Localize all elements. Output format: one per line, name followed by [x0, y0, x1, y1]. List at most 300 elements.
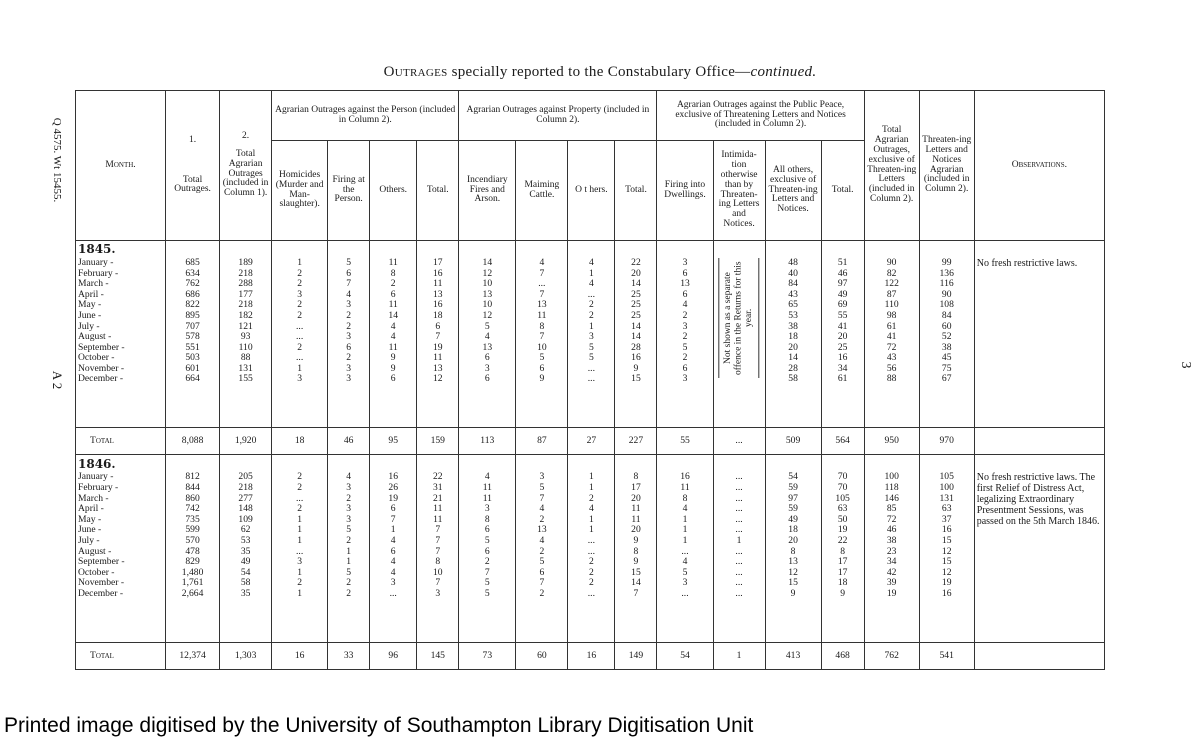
cell-value: 5	[539, 483, 545, 494]
cell-value: ...	[587, 588, 595, 599]
cell-value: 2	[539, 588, 545, 599]
cell-value: 20	[631, 493, 641, 504]
cell-value: 15	[788, 578, 798, 589]
cell-value: 4	[682, 557, 688, 568]
cell-value: 11	[482, 483, 492, 494]
total-value: 145	[417, 643, 459, 670]
cell-value: 110	[238, 342, 253, 353]
cell-value: 131	[939, 493, 954, 504]
column-total-property	[615, 258, 657, 428]
cell-value: 85	[886, 504, 897, 515]
column-total	[166, 258, 220, 428]
total-value: 227	[615, 428, 657, 455]
cell-value: 6	[484, 546, 490, 557]
year-heading-row	[76, 241, 1105, 258]
cell-value: 15	[631, 567, 641, 578]
total-value: 18	[272, 428, 328, 455]
cell-value: 2	[297, 472, 303, 483]
cell-value: 148	[238, 504, 253, 515]
cell-value: 11	[388, 257, 398, 268]
cell-value: 16	[941, 525, 952, 536]
cell-value: ...	[587, 363, 595, 374]
total-value: 950	[864, 428, 919, 455]
cell-value: 25	[837, 342, 848, 353]
cell-value: 11	[631, 504, 641, 515]
cell-value: 4	[539, 257, 545, 268]
cell-value: 9	[633, 557, 639, 568]
cell-value: 10	[537, 342, 547, 353]
cell-value: 14	[631, 279, 641, 290]
cell-value: 8	[790, 546, 796, 557]
cell-value: 4	[390, 332, 396, 343]
cell-value: 49	[788, 514, 798, 525]
month-name: April -	[78, 504, 104, 515]
column-others-property	[568, 258, 615, 428]
cell-value: 5	[484, 535, 490, 546]
cell-value: 9	[790, 588, 796, 599]
cell-value: 3	[435, 588, 441, 599]
cell-value: 177	[238, 289, 253, 300]
year-heading-row	[76, 455, 1105, 472]
month-name: December -	[78, 588, 124, 599]
cell-value: 8	[840, 546, 846, 557]
cell-value: 3	[539, 472, 545, 483]
cell-value: 12	[941, 546, 952, 557]
cell-value: 7	[435, 546, 441, 557]
cell-value: 707	[185, 321, 200, 332]
cell-value: 13	[482, 289, 493, 300]
total-value: 509	[765, 428, 821, 455]
cell-value: 1	[390, 525, 396, 536]
cell-value: 478	[185, 546, 200, 557]
cell-value: 4	[484, 472, 490, 483]
cell-value: 108	[939, 300, 954, 311]
cell-value: 812	[185, 472, 200, 483]
cell-value: 3	[390, 578, 396, 589]
cell-value: 14	[631, 332, 641, 343]
cell-value: 7	[435, 525, 441, 536]
cell-value: 98	[886, 310, 897, 321]
cell-value: ...	[735, 557, 743, 568]
cell-value: ...	[735, 567, 743, 578]
cell-value: 41	[837, 321, 848, 332]
cell-value: 54	[788, 472, 798, 483]
cell-value: 37	[941, 514, 952, 525]
cell-value: 53	[788, 310, 798, 321]
cell-value: 2	[297, 279, 303, 290]
year-label: 1845.	[76, 241, 166, 258]
column-threatening	[919, 472, 974, 642]
cell-value: 1	[297, 567, 303, 578]
cell-value: 19	[941, 578, 952, 589]
cell-value: 6	[484, 525, 490, 536]
total-value: 1,303	[220, 643, 272, 670]
cell-value: 28	[631, 342, 641, 353]
header-total-agrarian-excl: Total Agrarian Outrages, exclusive of Threaten-ing Letters (included in Column 2).	[864, 91, 919, 241]
column-total-agrarian-excl	[864, 472, 919, 642]
cell-value: 10	[432, 567, 443, 578]
month-list	[76, 472, 166, 642]
cell-value: ...	[587, 374, 595, 385]
margin-reference: Q 4575. Wt 15455.	[51, 117, 63, 203]
cell-value: 10	[482, 300, 493, 311]
total-label: Total	[76, 428, 166, 455]
cell-value: 4	[390, 557, 396, 568]
cell-value: 1	[297, 525, 303, 536]
cell-value: 5	[484, 321, 490, 332]
cell-value: 3	[346, 374, 352, 385]
cell-value: 9	[633, 535, 639, 546]
cell-value: 860	[185, 493, 200, 504]
column-intimidation	[713, 258, 765, 428]
cell-value: 11	[482, 493, 492, 504]
cell-value: 2	[588, 578, 594, 589]
year-label: 1846.	[76, 455, 166, 472]
cell-value: 21	[432, 493, 443, 504]
cell-value: 35	[240, 588, 251, 599]
cell-value: 28	[788, 363, 798, 374]
cell-value: 4	[682, 504, 688, 515]
cell-value: ...	[735, 472, 743, 483]
header-peace-group: Agrarian Outrages against the Public Peace, exclusive of Threatening Letters and Notices (included in Column 2).	[657, 91, 864, 141]
total-value: 16	[272, 643, 328, 670]
cell-value: 895	[185, 310, 200, 321]
cell-value: 182	[238, 310, 253, 321]
cell-value: 2	[588, 493, 594, 504]
column-firing-dwellings	[657, 258, 713, 428]
column-homicides	[272, 258, 328, 428]
cell-value: 3	[346, 363, 352, 374]
cell-value: 52	[941, 332, 952, 343]
total-value: 73	[459, 643, 516, 670]
month-name: December -	[78, 374, 124, 385]
cell-value: 22	[432, 472, 443, 483]
cell-value: 69	[837, 300, 848, 311]
cell-value: 13	[788, 557, 798, 568]
cell-value: 4	[346, 289, 352, 300]
cell-value: ...	[735, 504, 743, 515]
cell-value: 7	[435, 332, 441, 343]
cell-value: 3	[346, 300, 352, 311]
cell-value: 38	[788, 321, 798, 332]
total-value: 468	[821, 643, 864, 670]
cell-value: 12	[788, 567, 798, 578]
column-threatening	[919, 258, 974, 428]
cell-value: 11	[631, 514, 641, 525]
cell-value: 2	[484, 557, 490, 568]
cell-value: 18	[788, 332, 798, 343]
cell-value: ...	[735, 525, 743, 536]
cell-value: 9	[633, 363, 639, 374]
total-value: 8,088	[166, 428, 220, 455]
cell-value: ...	[735, 546, 743, 557]
cell-value: 822	[185, 300, 200, 311]
column-firing-dwellings	[657, 472, 713, 642]
cell-value: 6	[390, 374, 396, 385]
cell-value: 6	[682, 289, 688, 300]
cell-value: 19	[432, 342, 443, 353]
observations-text: No fresh restrictive laws. The first Relief of Distress Act, legalizing Extraordinary Presentment Sessions, was passed on the 5th March 1846.	[974, 472, 1104, 642]
total-value: 541	[919, 643, 974, 670]
month-name: August -	[78, 546, 112, 557]
cell-value: ...	[735, 578, 743, 589]
month-name: January -	[78, 257, 114, 268]
total-label: Total	[76, 643, 166, 670]
cell-value: 2	[682, 353, 688, 364]
cell-value: 11	[388, 342, 398, 353]
observations-text: No fresh restrictive laws.	[974, 258, 1104, 428]
cell-value: ...	[681, 588, 689, 599]
cell-value: 84	[788, 279, 798, 290]
cell-value: 6	[682, 363, 688, 374]
cell-value: ...	[587, 546, 595, 557]
column-maiming	[516, 258, 568, 428]
cell-value: 15	[941, 557, 952, 568]
cell-value: 6	[539, 363, 545, 374]
cell-value: 2	[346, 578, 352, 589]
cell-value: 1	[297, 514, 303, 525]
page-title	[0, 64, 1200, 81]
cell-value: 93	[240, 332, 251, 343]
cell-value: 16	[941, 588, 952, 599]
cell-value: 5	[346, 567, 352, 578]
cell-value: 41	[886, 332, 897, 343]
cell-value: 4	[588, 279, 594, 290]
month-name: September -	[78, 342, 125, 353]
cell-value: 20	[631, 268, 641, 279]
cell-value: 100	[939, 483, 954, 494]
cell-value: 685	[185, 257, 200, 268]
cell-value: 7	[539, 268, 545, 279]
cell-value: 2	[682, 332, 688, 343]
cell-value: 20	[837, 332, 848, 343]
column-others-person	[370, 472, 417, 642]
header-col1-label: Total Outrages.	[174, 174, 211, 195]
cell-value: 11	[680, 483, 690, 494]
cell-value: 13	[432, 363, 443, 374]
total-value: 46	[328, 428, 370, 455]
cell-value: 2	[588, 310, 594, 321]
month-name: November -	[78, 363, 125, 374]
cell-value: 3	[297, 374, 303, 385]
title-rest: specially reported to the Constabulary Office—	[451, 64, 751, 80]
cell-value: 4	[390, 321, 396, 332]
cell-value: 45	[941, 353, 952, 364]
cell-value: 7	[633, 588, 639, 599]
cell-value: 14	[482, 257, 493, 268]
total-value: 413	[765, 643, 821, 670]
month-list	[76, 258, 166, 428]
cell-value: 1	[682, 525, 688, 536]
total-value: 159	[417, 428, 459, 455]
cell-value: 4	[588, 504, 594, 515]
cell-value: 22	[837, 535, 848, 546]
total-value: 149	[615, 643, 657, 670]
cell-value: 8	[435, 557, 441, 568]
cell-value: 110	[884, 300, 899, 311]
cell-value: 38	[941, 342, 952, 353]
column-intimidation	[713, 472, 765, 642]
margin-signature: A 2	[50, 370, 65, 390]
cell-value: 9	[539, 374, 545, 385]
cell-value: 9	[390, 363, 396, 374]
cell-value: 6	[346, 342, 352, 353]
cell-value: 2	[588, 557, 594, 568]
column-firing-person	[328, 258, 370, 428]
cell-value: 11	[537, 310, 547, 321]
cell-value: 7	[539, 332, 545, 343]
total-value: ...	[713, 428, 765, 455]
cell-value: 63	[837, 504, 848, 515]
column-maiming	[516, 472, 568, 642]
header-others-property: O t hers.	[568, 141, 615, 241]
cell-value: 664	[185, 374, 200, 385]
cell-value: 18	[837, 578, 848, 589]
cell-value: 13	[680, 279, 690, 290]
header-incendiary: Incendiary Fires and Arson.	[459, 141, 516, 241]
cell-value: 3	[682, 374, 688, 385]
cell-value: 59	[788, 504, 798, 515]
cell-value: 12	[432, 374, 443, 385]
cell-value: 2	[588, 300, 594, 311]
month-name: July -	[78, 321, 100, 332]
cell-value: 9	[390, 353, 396, 364]
column-total-property	[615, 472, 657, 642]
cell-value: 3	[346, 504, 352, 515]
cell-value: 54	[240, 567, 251, 578]
cell-value: 2,664	[181, 588, 204, 599]
total-value: 1	[713, 643, 765, 670]
cell-value: 189	[238, 257, 253, 268]
header-col2	[220, 91, 272, 241]
cell-value: 16	[680, 472, 690, 483]
cell-value: 3	[346, 514, 352, 525]
cell-value: 13	[537, 525, 547, 536]
month-name: January -	[78, 472, 114, 483]
cell-value: 2	[682, 310, 688, 321]
cell-value: 99	[941, 257, 952, 268]
cell-value: 3	[588, 332, 594, 343]
cell-value: 35	[240, 546, 251, 557]
cell-value: 97	[788, 493, 798, 504]
cell-value: ...	[296, 493, 304, 504]
header-firing-dwellings: Firing into Dwellings.	[657, 141, 713, 241]
header-col2-label: Total Agrarian Outrages (included in Column 1).	[222, 148, 269, 199]
cell-value: 58	[788, 374, 798, 385]
cell-value: 48	[788, 257, 798, 268]
cell-value: 218	[238, 268, 253, 279]
month-name: November -	[78, 578, 125, 589]
cell-value: 4	[484, 332, 490, 343]
cell-value: 6	[484, 374, 490, 385]
cell-value: 59	[788, 483, 798, 494]
header-firing-person: Firing at the Person.	[328, 141, 370, 241]
cell-value: 6	[484, 353, 490, 364]
cell-value: 3	[484, 363, 490, 374]
cell-value: 105	[835, 493, 850, 504]
month-name: April -	[78, 289, 104, 300]
total-value: 16	[568, 643, 615, 670]
column-total	[166, 472, 220, 642]
cell-value: 2	[297, 483, 303, 494]
cell-value: 578	[185, 332, 200, 343]
total-value: 60	[516, 643, 568, 670]
cell-value: 5	[346, 525, 352, 536]
cell-value: 8	[390, 268, 396, 279]
cell-value: 6	[682, 268, 688, 279]
cell-value: 16	[388, 472, 398, 483]
cell-value: ...	[296, 546, 304, 557]
cell-value: 14	[788, 353, 798, 364]
cell-value: 1	[736, 535, 742, 546]
cell-value: 65	[788, 300, 798, 311]
cell-value: 122	[884, 279, 899, 290]
cell-value: 11	[433, 279, 443, 290]
cell-value: ...	[587, 535, 595, 546]
cell-value: 46	[837, 268, 848, 279]
cell-value: 5	[588, 342, 594, 353]
cell-value: 100	[884, 472, 899, 483]
cell-value: 97	[837, 279, 848, 290]
cell-value: 14	[631, 578, 641, 589]
header-intimidation: Intimida-tion otherwise than by Threaten-ing Letters and Notices.	[713, 141, 765, 241]
cell-value: 5	[539, 353, 545, 364]
cell-value: 205	[238, 472, 253, 483]
cell-value: 46	[886, 525, 897, 536]
cell-value: 82	[886, 268, 897, 279]
cell-value: 7	[539, 578, 545, 589]
cell-value: 12	[482, 310, 493, 321]
cell-value: 2	[346, 535, 352, 546]
cell-value: 118	[884, 483, 899, 494]
month-name: September -	[78, 557, 125, 568]
cell-value: 16	[432, 268, 443, 279]
total-value: 27	[568, 428, 615, 455]
cell-value: 277	[238, 493, 253, 504]
not-shown-note: Not shown as a separate offence in the Returns for this year.	[718, 258, 759, 378]
column-agrarian	[220, 472, 272, 642]
monthly-data-row	[76, 472, 1105, 642]
header-homicides: Homicides (Murder and Man-slaughter).	[272, 141, 328, 241]
cell-value: ...	[296, 353, 304, 364]
cell-value: 3	[484, 504, 490, 515]
cell-value: 1	[588, 525, 594, 536]
cell-value: 5	[484, 588, 490, 599]
cell-value: 570	[185, 535, 200, 546]
cell-value: ...	[296, 321, 304, 332]
cell-value: 84	[941, 310, 952, 321]
cell-value: 20	[788, 342, 798, 353]
cell-value: 2	[297, 342, 303, 353]
cell-value: 3	[297, 557, 303, 568]
cell-value: 10	[482, 279, 493, 290]
cell-value: 4	[390, 567, 396, 578]
cell-value: 686	[185, 289, 200, 300]
cell-value: ...	[587, 289, 595, 300]
cell-value: 2	[346, 353, 352, 364]
total-row	[76, 428, 1105, 455]
cell-value: 5	[346, 257, 352, 268]
cell-value: 88	[240, 353, 251, 364]
cell-value: 634	[185, 268, 200, 279]
header-others-person: Others.	[370, 141, 417, 241]
cell-value: 7	[539, 493, 545, 504]
cell-value: 218	[238, 300, 253, 311]
total-value: 55	[657, 428, 713, 455]
cell-value: 12	[482, 268, 493, 279]
cell-value: 503	[185, 353, 200, 364]
cell-value: 87	[886, 289, 897, 300]
